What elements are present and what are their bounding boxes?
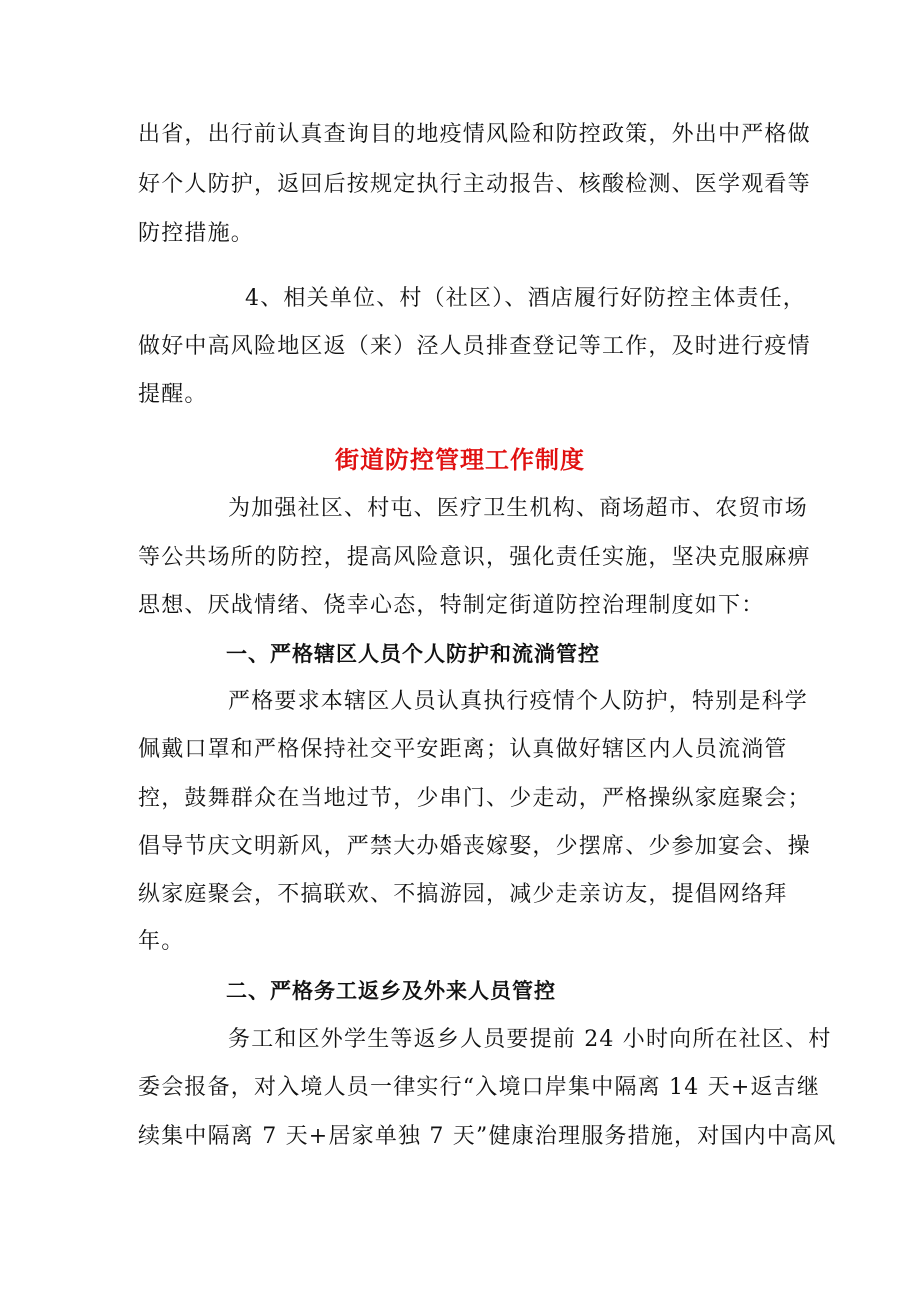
text-line: 严格要求本辖区人员认真执行疫情个人防护，特别是科学	[228, 689, 809, 714]
text-line: 纵家庭聚会，不搞联欢、不搞游园，减少走亲访友，提倡网络拜	[138, 882, 788, 907]
document-title: 街道防控管理工作制度	[335, 446, 585, 474]
text-line: 年。	[138, 929, 185, 954]
text-line: 续集中隔离 7 天+居家单独 7 天”健康治理服务措施，对国内中高风	[138, 1124, 837, 1149]
text-line: 防控措施。	[138, 221, 255, 246]
text-line: 倡导节庆文明新风，严禁大办婚丧嫁娶，少摆席、少参加宴会、操	[138, 834, 811, 859]
text-line: 出省，出行前认真查询目的地疫情风险和防控政策，外出中严格做	[138, 122, 811, 147]
section-heading-1: 一、严格辖区人员个人防护和流淌管控	[226, 642, 600, 666]
text-line: 控，鼓舞群众在当地过节，少串门、少走动，严格操纵家庭聚会；	[138, 786, 811, 811]
text-line: 务工和区外学生等返乡人员要提前 24 小时向所在社区、村	[228, 1027, 832, 1052]
section-heading-2: 二、严格务工返乡及外来人员管控	[226, 979, 556, 1003]
text-line: 为加强社区、村屯、医疗卫生机构、商场超市、农贸市场	[228, 496, 809, 521]
text-line: 提醒。	[138, 382, 208, 407]
text-line: 等公共场所的防控，提高风险意识，强化责任实施，坚决克服麻痹	[138, 545, 811, 570]
text-line: 佩戴口罩和严格保持社交平安距离；认真做好辖区内人员流淌管	[138, 737, 788, 762]
text-line: 委会报备，对入境人员一律实行“入境口岸集中隔离 14 天+返吉继	[138, 1075, 821, 1100]
text-line: 思想、厌战情绪、侥幸心态，特制定街道防控治理制度如下：	[138, 593, 765, 618]
text-line: 做好中高风险地区返（来）泾人员排查登记等工作，及时进行疫情	[138, 334, 811, 359]
text-line: 好个人防护，返回后按规定执行主动报告、核酸检测、医学观看等	[138, 172, 811, 197]
text-line: 4、相关单位、村（社区）、酒店履行好防控主体责任，	[245, 286, 806, 311]
